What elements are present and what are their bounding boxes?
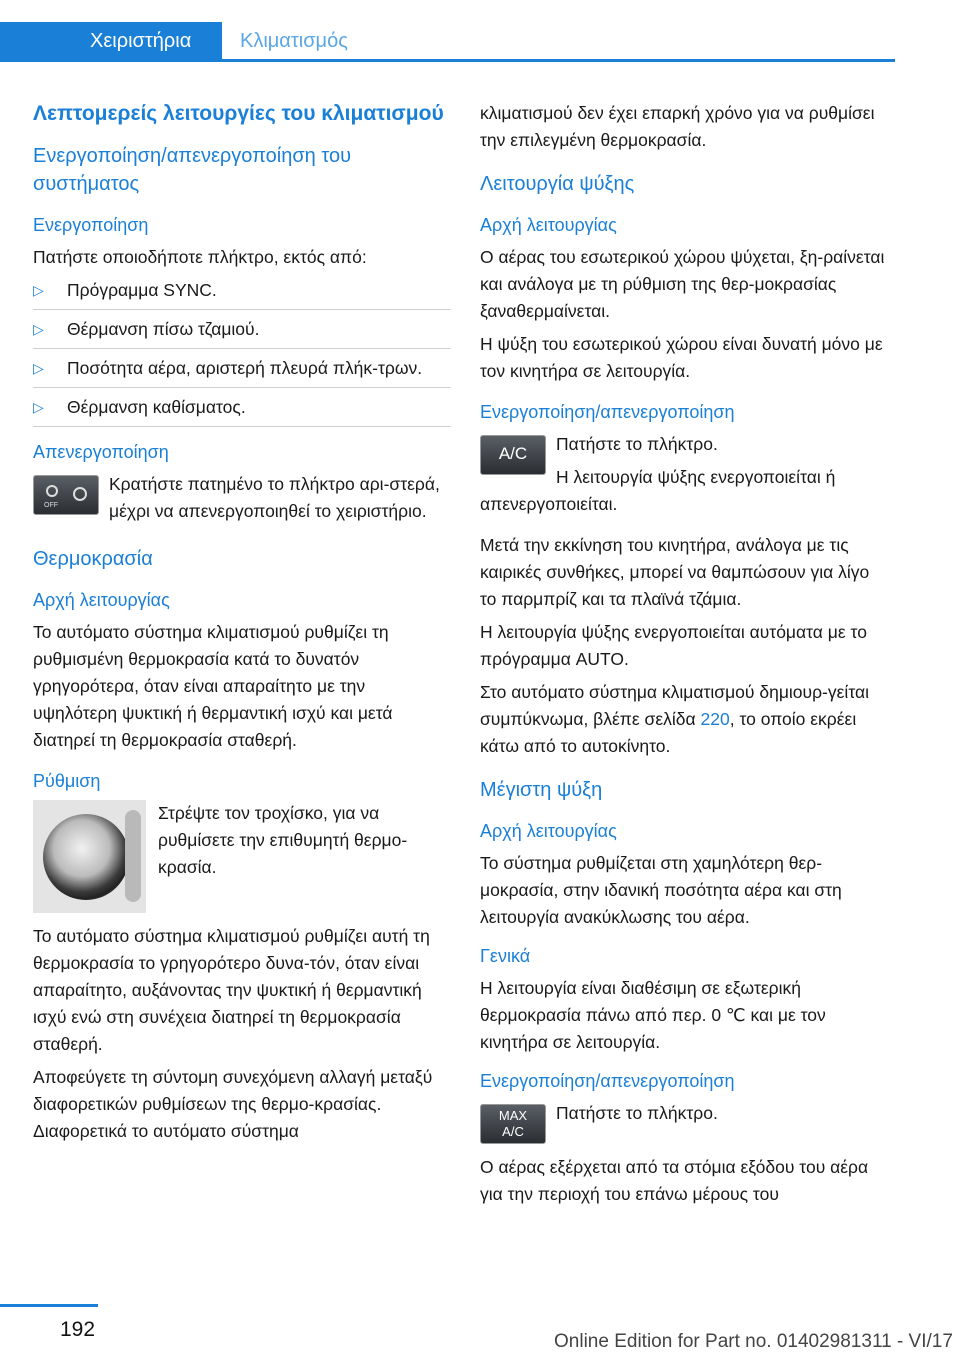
fan-off-icon: [34, 476, 98, 514]
condensate-text: Στο αυτόματο σύστημα κλιματισμού δημιουρ-γείται συμπύκνωμα, βλέπε σελίδα 220, το οποίο εκρέει κάτω από το αυτοκίνητο.: [480, 682, 869, 756]
list-item: ▷ Πρόγραμμα SYNC.: [33, 277, 451, 310]
avoid-text: Αποφεύγετε τη σύντομη συνεχόμενη αλλαγή μεταξύ διαφορετικών ρυθμίσεων της θερμο-κρασίας. Διαφορετικά το αυτόματο σύστημα: [33, 1067, 433, 1141]
heading-max-cooling: Μέγιστη ψύξη: [480, 779, 603, 801]
start-text: Μετά την εκκίνηση του κινητήρα, ανάλογα με τις καιρικές συνθήκες, μπορεί να θαμπώσουν για λίγο το παρμπρίζ και τα πλαϊνά τζάμια.: [480, 535, 870, 609]
edition-note: Online Edition for Part no. 01402981311 - VI/17: [554, 1331, 953, 1352]
heading-principle: Αρχή λειτουργίας: [480, 821, 617, 841]
deactivation-text: Κρατήστε πατημένο το πλήκτρο αρι-στερά, μέχρι να απενεργοποιηθεί το χειριστήριο.: [109, 474, 440, 521]
adjust-block: [33, 800, 451, 917]
right-column: [480, 100, 890, 1214]
triangle-icon: ▷: [33, 399, 44, 415]
svg-text:OFF: OFF: [44, 502, 58, 509]
principle-text: Το αυτόματο σύστημα κλιματισμού ρυθμίζει τη ρυθμισμένη θερμοκρασία κατά το δυνατόν γρηγορότερα, όταν είναι απαραίτητο με την υψηλότερη ψυκτική ή θερμαντική ισχύ και μετά διατηρεί τη θερμοκρασία σταθερή.: [33, 622, 393, 750]
footer-rule: [0, 1304, 98, 1307]
exception-list: [33, 277, 451, 427]
heading-principle: Αρχή λειτουργίας: [480, 215, 617, 235]
press-text: Πατήστε το πλήκτρο.: [556, 434, 718, 454]
auto-text: Το αυτόματο σύστημα κλιματισμού ρυθμίζει αυτή τη θερμοκρασία το γρηγορότερο δυνα-τόν, όταν είναι απαραίτητο, αυξάνοντας την ψυκτική ή θερμαντική ισχύ ενώ στη συνέχεια διατηρεί τη θερμοκρασία σταθερή.: [33, 926, 430, 1054]
continued-text: κλιματισμού δεν έχει επαρκή χρόνο για να ρυθμίσει την επιλεγμένη θερμοκρασία.: [480, 103, 875, 150]
adjust-text: Στρέψτε τον τροχίσκο, για να ρυθμίσετε την επιθυμητή θερμο-κρασία.: [158, 803, 408, 877]
heading-onoff: Ενεργοποίηση/απενεργοποίηση: [480, 402, 735, 422]
heading-onoff: Ενεργοποίηση/απενεργοποίηση: [480, 1071, 735, 1091]
max-ac-block: [480, 1100, 890, 1148]
press-text-2: Πατήστε το πλήκτρο.: [556, 1103, 718, 1123]
heading-system-onoff: Ενεργοποίηση/απενεργοποίηση του συστήματος: [33, 145, 352, 195]
ac-block: [480, 431, 890, 524]
air-text: Ο αέρας εξέρχεται από τα στόμια εξόδου του αέρα για την περιοχή του επάνω μέρους του: [480, 1157, 869, 1204]
heading-general: Γενικά: [480, 946, 531, 966]
ac-toggle-text: Η λειτουργία ψύξης ενεργοποιείται ή απενεργοποιείται.: [480, 467, 836, 514]
heading-temperature: Θερμοκρασία: [33, 548, 153, 570]
activation-text: Πατήστε οποιοδήποτε πλήκτρο, εκτός από:: [33, 247, 367, 267]
triangle-icon: ▷: [33, 321, 44, 337]
tab-controls[interactable]: [0, 22, 222, 62]
header-rule: [222, 59, 895, 62]
temperature-knob-image: [33, 800, 146, 913]
list-item: ▷ Ποσότητα αέρα, αριστερή πλευρά πλήκ-τρων.: [33, 355, 451, 388]
heading-activation: Ενεργοποίηση: [33, 215, 149, 235]
max-ac-button-icon: MAX A/C: [480, 1104, 546, 1144]
heading-cooling: Λειτουργία ψύξης: [480, 173, 635, 195]
max-text: Το σύστημα ρυθμίζεται στη χαμηλότερη θερ-μοκρασία, στην ιδανική ποσότητα αέρα και στη λειτουργία ανακύκλωσης του αέρα.: [480, 853, 842, 927]
heading-deactivation: Απενεργοποίηση: [33, 442, 169, 462]
fan-off-button-icon: [33, 475, 99, 515]
triangle-icon: ▷: [33, 360, 44, 376]
tab-climate[interactable]: Κλιματισμός: [240, 30, 348, 52]
general-text: Η λειτουργία είναι διαθέσιμη σε εξωτερική θερμοκρασία πάνω από περ. 0 ℃ και με τον κινητήρα σε λειτουργία.: [480, 978, 826, 1052]
list-item: ▷ Θέρμανση καθίσματος.: [33, 394, 451, 427]
ac-button-icon: A/C: [480, 435, 546, 475]
left-column: [33, 100, 451, 1151]
page-link[interactable]: 220: [700, 709, 730, 729]
cooling-text-1: Ο αέρας του εσωτερικού χώρου ψύχεται, ξη-ραίνεται και ανάλογα με τη ρύθμιση της θερ-μοκρασίας ξαναθερμαίνεται.: [480, 247, 885, 321]
tab-controls-label: Χειριστήρια: [90, 30, 192, 52]
section-title: Λεπτομερείς λειτουργίες του κλιματισμού: [33, 102, 444, 125]
auto-text: Η λειτουργία ψύξης ενεργοποιείται αυτόματα με το πρόγραμμα AUTO.: [480, 622, 867, 669]
heading-principle: Αρχή λειτουργίας: [33, 590, 170, 610]
heading-adjust: Ρύθμιση: [33, 771, 101, 791]
deactivation-block: [33, 471, 451, 531]
triangle-icon: ▷: [33, 282, 44, 298]
list-item: ▷ Θέρμανση πίσω τζαμιού.: [33, 316, 451, 349]
page-number: 192: [60, 1318, 96, 1341]
header-bar: [0, 22, 895, 62]
cooling-text-2: Η ψύξη του εσωτερικού χώρου είναι δυνατή μόνο με τον κινητήρα σε λειτουργία.: [480, 334, 883, 381]
